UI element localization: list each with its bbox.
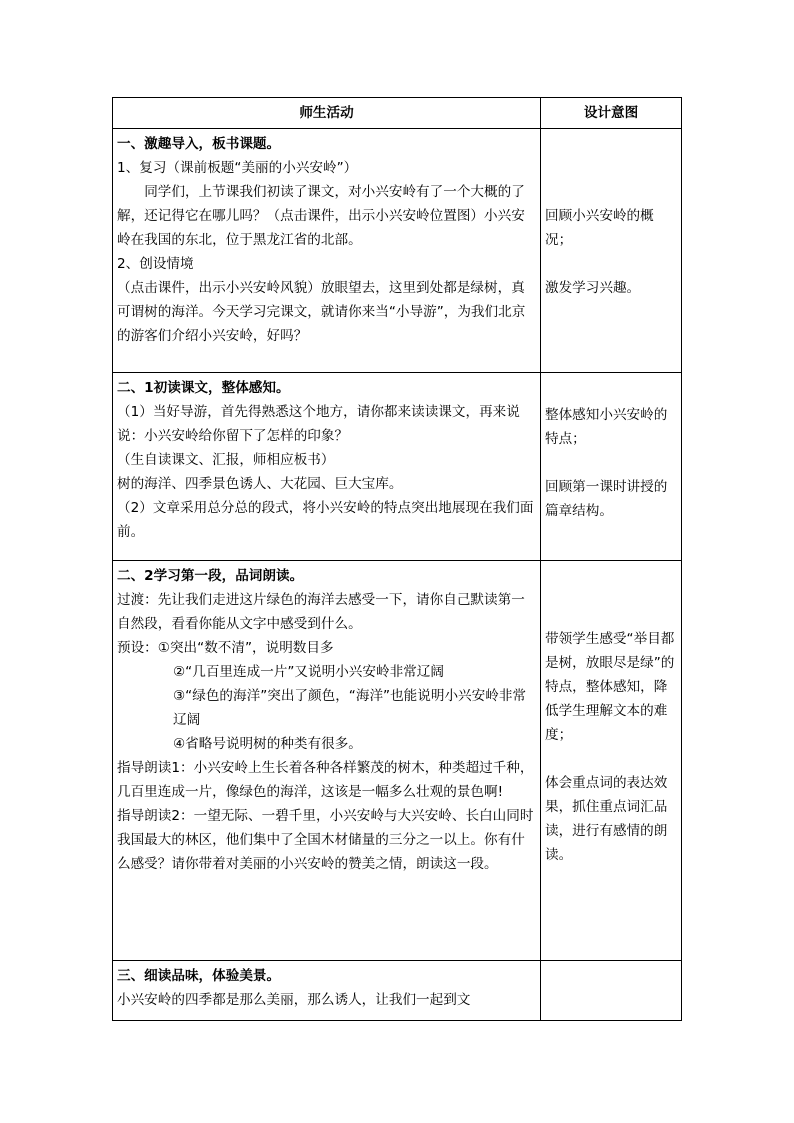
intent-note: 激发学习兴趣。: [545, 280, 641, 296]
activity-line: 1、复习（课前板题“美丽的小兴安岭”）: [117, 160, 358, 176]
section-title: 三、细读品味，体验美景。: [117, 968, 281, 984]
activity-line: 2、创设情境: [117, 256, 194, 272]
section-title: 二、1初读课文，整体感知。: [117, 380, 290, 396]
activity-line: ④省略号说明树的种类有很多。: [173, 736, 362, 752]
activity-line: 同学们，上节课我们初读了课文，对小兴安岭有了一个大概的了解，还记得它在哪儿吗？（点击课件，出示小兴安岭位置图）小兴安岭在我国的东北，位于黑龙江省的北部。: [117, 184, 525, 248]
activity-line: ③“绿色的海洋”突出了颜色，“海洋”也能说明小兴安岭非常辽阔: [173, 688, 527, 728]
activity-line: 小兴安岭的四季都是那么美丽，那么诱人，让我们一起到文: [117, 992, 471, 1008]
header-intent: 设计意图: [541, 98, 682, 129]
header-row: [113, 98, 682, 129]
table-row: [113, 961, 682, 1021]
intent-note: 回顾第一课时讲授的篇章结构。: [545, 479, 668, 519]
activity-line: ②“几百里连成一片”又说明小兴安岭非常辽阔: [173, 664, 444, 680]
activity-line: 树的海洋、四季景色诱人、大花园、巨大宝库。: [117, 476, 403, 492]
section-title: 一、激趣导入，板书课题。: [117, 136, 281, 152]
intent-cell: [541, 961, 682, 1021]
table-row: [113, 129, 682, 373]
activity-cell: [113, 129, 541, 373]
activity-cell: [113, 373, 541, 561]
activity-line: （生自读课文、汇报，师相应板书）: [117, 452, 335, 468]
activity-cell: [113, 961, 541, 1021]
intent-cell: [541, 129, 682, 373]
activity-line: （2）文章采用总分总的段式，将小兴安岭的特点突出地展现在我们面前。: [117, 500, 534, 540]
activity-line: 过渡：先让我们走进这片绿色的海洋去感受一下，请你自己默读第一自然段，看看你能从文字中感受到什么。: [117, 592, 525, 632]
activity-line: （点击课件，出示小兴安岭风貌）放眼望去，这里到处都是绿树，真可谓树的海洋。今天学习完课文，就请你来当“小导游”，为我们北京的游客们介绍小兴安岭，好吗？: [117, 280, 526, 344]
intent-note: 整体感知小兴安岭的特点；: [545, 407, 668, 447]
intent-cell: [541, 373, 682, 561]
header-activity: 师生活动: [113, 98, 541, 129]
intent-note: 带领学生感受“举目都是树，放眼尽是绿”的特点，整体感知，降低学生理解文本的难度；: [545, 631, 675, 743]
section-title: 二、2学习第一段，品词朗读。: [117, 568, 304, 584]
activity-cell: [113, 561, 541, 961]
intent-note: 体会重点词的表达效果，抓住重点词汇品读，进行有感情的朗读。: [545, 775, 668, 863]
intent-note: 回顾小兴安岭的概况；: [545, 208, 654, 248]
activity-line: 指导朗读2：一望无际、一碧千里，小兴安岭与大兴安岭、长白山同时我国最大的林区，他们集中了全国木材储量的三分之一以上。你有什么感受？请你带着对美丽的小兴安岭的赞美之情，朗读这一段。: [117, 808, 534, 872]
activity-line: （1）当好导游，首先得熟悉这个地方，请你都来读读课文，再来说说：小兴安岭给你留下了怎样的印象？: [117, 404, 520, 444]
table-row: [113, 373, 682, 561]
table-row: [113, 561, 682, 961]
lesson-plan-table: [112, 97, 682, 1021]
activity-line: 预设：①突出“数不清”，说明数目多: [117, 640, 334, 656]
activity-line: 指导朗读1：小兴安岭上生长着各种各样繁茂的树木，种类超过千种，几百里连成一片，像绿色的海洋，这该是一幅多么壮观的景色啊!: [117, 760, 534, 800]
intent-cell: [541, 561, 682, 961]
